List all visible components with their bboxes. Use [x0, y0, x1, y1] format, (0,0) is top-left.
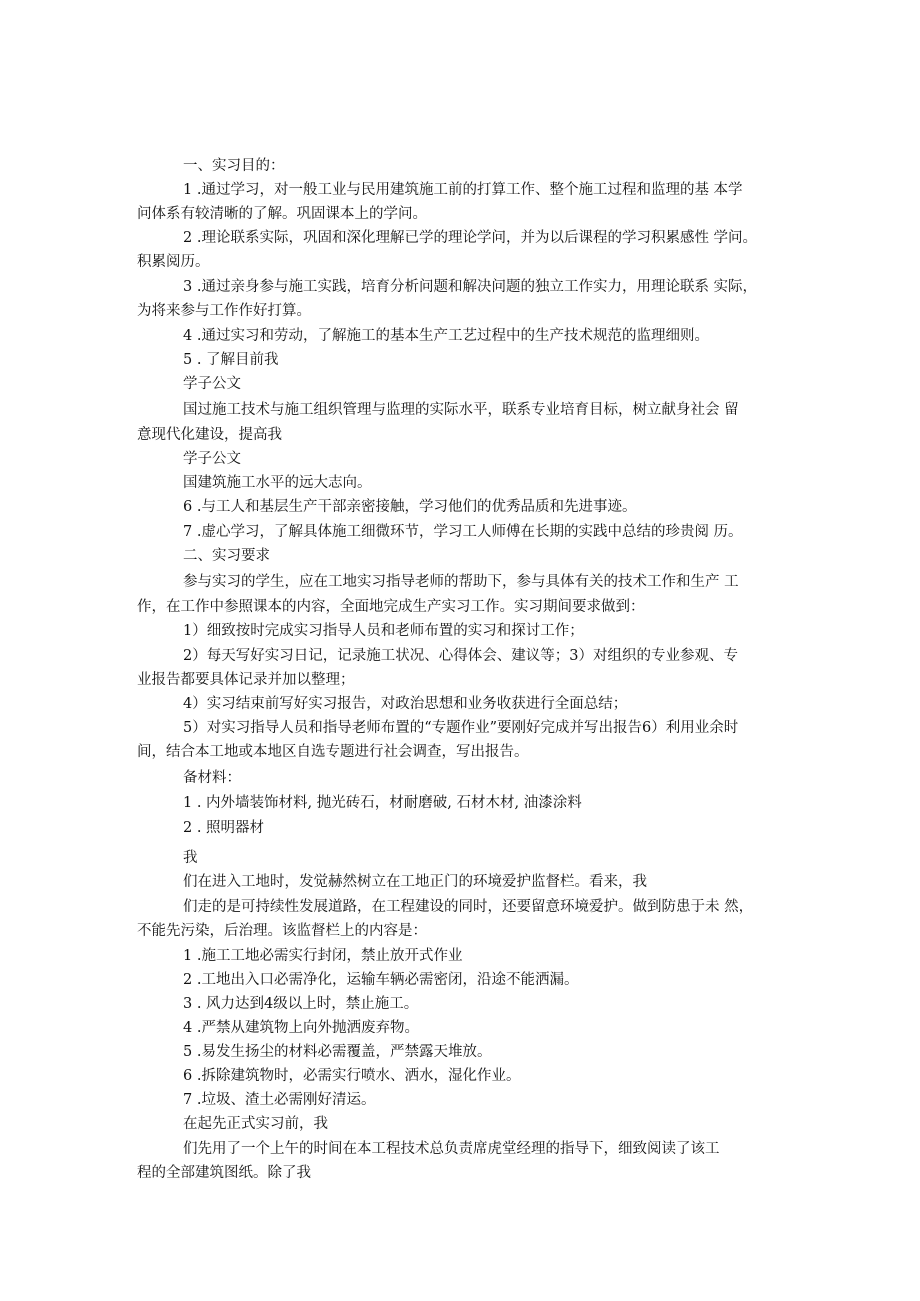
paragraph-line: 1 .通过学习，对一般工业与民用建筑施工前的打算工作、整个施工过程和监理的基 本学 — [183, 182, 743, 198]
list-item: 6 .拆除建筑物时，必需实行喷水、洒水，湿化作业。 — [183, 1068, 521, 1084]
list-item: 3 . 风力达到4级以上时，禁止施工。 — [183, 996, 419, 1012]
paragraph-line: 在起先正式实习前，我 — [183, 1116, 328, 1132]
paragraph-line: 不能先污染，后治理。该监督栏上的内容是： — [137, 923, 427, 939]
list-item: 4 .严禁从建筑物上向外抛洒废弃物。 — [183, 1020, 419, 1036]
paragraph-line: 们走的是可持续性发展道路，在工程建设的同时，还要留意环境爱护。做到防患于未 然， — [183, 899, 754, 915]
paragraph-line: 意现代化建设，提高我 — [137, 427, 282, 443]
paragraph-line: 学子公文 — [183, 451, 241, 467]
paragraph-line: 参与实习的学生，应在工地实习指导老师的帮助下，参与具体有关的技术工作和生产 工 — [183, 574, 739, 590]
paragraph-line: 为将来参与工作作好打算。 — [137, 303, 311, 319]
paragraph-line: 7 .虚心学习，了解具体施工细微环节，学习工人师傅在长期的实践中总结的珍贵阅 历。 — [183, 524, 743, 540]
list-item: 2 .工地出入口必需净化，运输车辆必需密闭，沿途不能洒漏。 — [183, 972, 579, 988]
paragraph-line: 国过施工技术与施工组织管理与监理的实际水平，联系专业培育目标，树立献身社会 留 — [183, 402, 739, 418]
paragraph-line: 5 . 了解目前我 — [183, 352, 279, 368]
paragraph-line: 4 .通过实习和劳动，了解施工的基本生产工艺过程中的生产技术规范的监理细则。 — [183, 328, 709, 344]
paragraph-line: 6 .与工人和基层生产干部亲密接触，学习他们的优秀品质和先进事迹。 — [183, 499, 637, 515]
paragraph-line: 们在进入工地时，发觉赫然树立在工地正门的环境爱护监督栏。看来，我 — [183, 874, 647, 890]
list-item: 5 .易发生扬尘的材料必需覆盖，严禁露天堆放。 — [183, 1044, 492, 1060]
list-item: 7 .垃圾、渣土必需刚好清运。 — [183, 1092, 376, 1108]
paragraph-line: 作，在工作中参照课本的内容，全面地完成生产实习工作。实习期间要求做到： — [137, 599, 645, 615]
list-item: 1 . 内外墙装饰材料, 抛光砖石，材耐磨破, 石材木材, 油漆涂料 — [183, 795, 582, 811]
paragraph-line: 2）每天写好实习日记，记录施工状况、心得体会、建议等；3）对组织的专业参观、专 — [183, 648, 738, 664]
paragraph-line: 3 .通过亲身参与施工实践，培育分析问题和解决问题的独立工作实力，用理论联系 实际， — [183, 279, 758, 295]
section-heading-requirements: 二、实习要求 — [183, 548, 270, 564]
paragraph-line: 积累阅历。 — [137, 254, 210, 270]
paragraph-line: 5）对实习指导人员和指导老师布置的“专题作业”要刚好完成并写出报告6）利用业余时 — [183, 720, 739, 736]
paragraph-line: 2 .理论联系实际，巩固和深化理解已学的理论学问，并为以后课程的学习积累感性 学问。 — [183, 230, 758, 246]
paragraph-line: 间，结合本工地或本地区自选专题进行社会调查，写出报告。 — [137, 744, 529, 760]
section-heading-purpose: 一、实习目的： — [183, 158, 285, 174]
paragraph-line: 问体系有较清晰的了解。巩固课本上的学问。 — [137, 206, 427, 222]
paragraph-line: 国建筑施工水平的远大志向。 — [183, 475, 372, 491]
paragraph-line: 我 — [183, 850, 198, 866]
paragraph-line: 们先用了一个上午的时间在本工程技术总负责席虎堂经理的指导下，细致阅读了该工 — [183, 1141, 720, 1157]
paragraph-line: 学子公文 — [183, 376, 241, 392]
paragraph-line: 1）细致按时完成实习指导人员和老师布置的实习和探讨工作； — [183, 623, 584, 639]
paragraph-line: 业报告都要具体记录并加以整理； — [137, 672, 355, 688]
list-item: 2 . 照明器材 — [183, 820, 265, 836]
paragraph-line: 程的全部建筑图纸。除了我 — [137, 1165, 311, 1181]
section-heading-materials: 备材料： — [183, 770, 241, 786]
paragraph-line: 4）实习结束前写好实习报告，对政治思想和业务收获进行全面总结； — [183, 696, 628, 712]
list-item: 1 .施工工地必需实行封闭，禁止放开式作业 — [183, 948, 463, 964]
